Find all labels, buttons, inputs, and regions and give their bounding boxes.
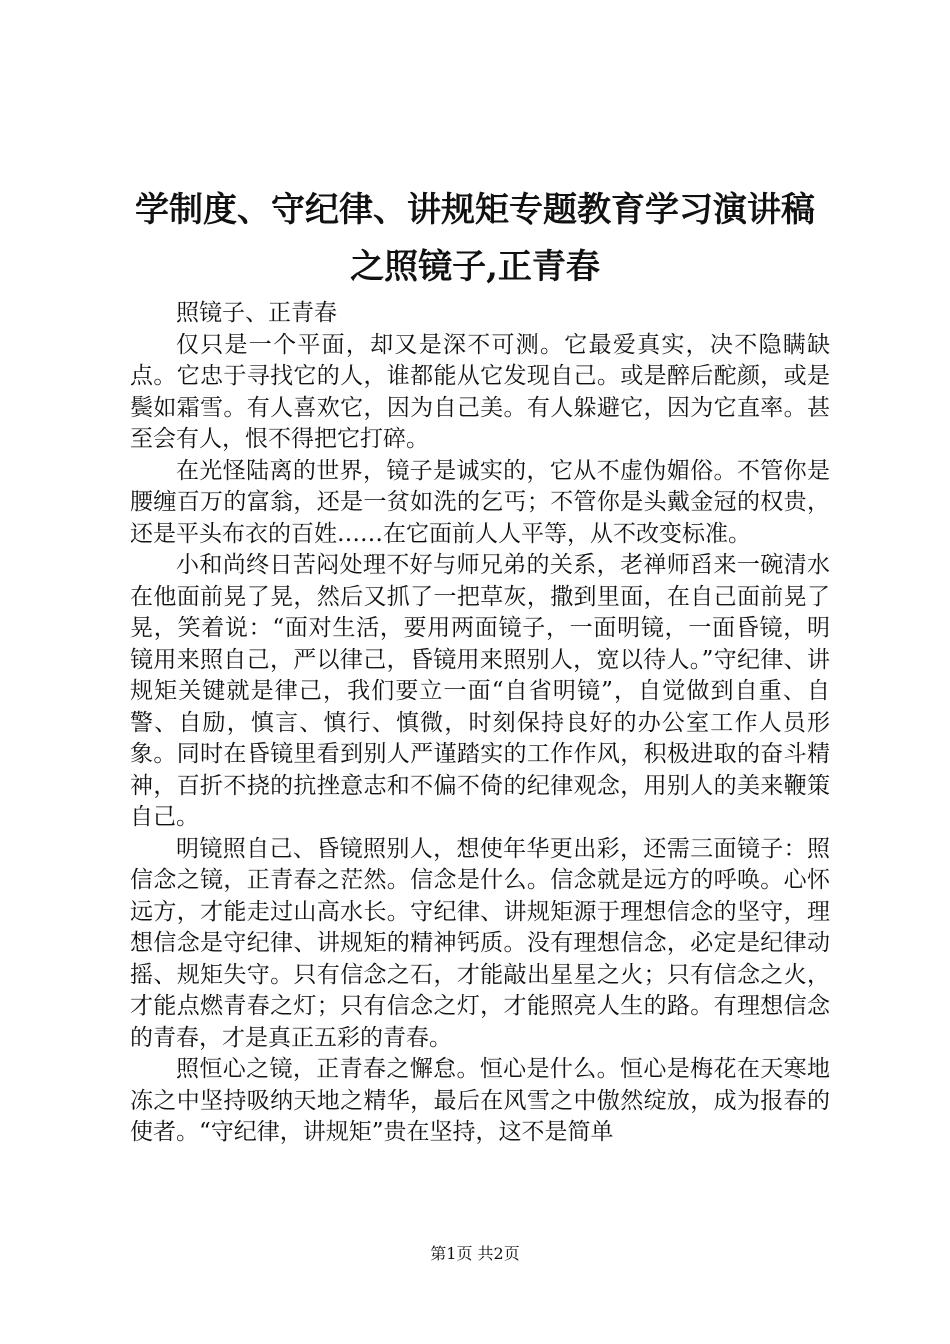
paragraph: 仅只是一个平面，却又是深不可测。它最爱真实，决不隐瞒缺点。它忠于寻找它的人，谁都能从它发现自己。或是醉后酡颜，或是鬓如霜雪。有人喜欢它，因为自己美。有人躲避它，因为它直率。甚至会有人，恨不得把它打碎。 — [130, 331, 830, 452]
paragraph: 照恒心之镜，正青春之懈怠。恒心是什么。恒心是梅花在天寒地冻之中坚持吸纳天地之精华，最后在风雪之中傲然绽放，成为报春的使者。“守纪律，讲规矩”贵在坚持，这不是简单 — [130, 1056, 830, 1145]
document-title-line-1: 学制度、守纪律、讲规矩专题教育学习演讲稿 — [135, 190, 815, 230]
paragraph: 小和尚终日苦闷处理不好与师兄弟的关系，老禅师舀来一碗清水在他面前晃了晃，然后又抓了一把草灰，撒到里面，在自己面前晃了晃，笑着说：“面对生活，要用两面镜子，一面明镜，一面昏镜，明镜用来照自己，严以律己，昏镜用来照别人，宽以待人。”守纪律、讲规矩关键就是律己，我们要立一面“自省明镜”，自觉做到自重、自警、自励，慎言、慎行、慎微，时刻保持良好的办公室工作人员形象。同时在昏镜里看到别人严谨踏实的工作作风，积极进取的奋斗精神，百折不挠的抗挫意志和不偏不倚的纪律观念，用别人的美来鞭策自己。 — [130, 552, 830, 830]
paragraph-heading: 照镜子、正青春 — [176, 300, 337, 326]
paragraph: 明镜照自己、昏镜照别人，想使年华更出彩，还需三面镜子：照信念之镜，正青春之茫然。信念是什么。信念就是远方的呼唤。心怀远方，才能走过山高水长。守纪律、讲规矩源于理想信念的坚守，理想信念是守纪律、讲规矩的精神钙质。没有理想信念，必定是纪律动摇、规矩失守。只有信念之石，才能敲出星星之火；只有信念之火，才能点燃青春之灯；只有信念之灯，才能照亮人生的路。有理想信念的青春，才是真正五彩的青春。 — [130, 835, 830, 1051]
document-title-line-2: 之照镜子,正青春 — [350, 247, 600, 287]
paragraph: 在光怪陆离的世界，镜子是诚实的，它从不虚伪媚俗。不管你是腰缠百万的富翁，还是一贫如洗的乞丐；不管你是头戴金冠的权贵，还是平头布衣的百姓……在它面前人人平等，从不改变标准。 — [130, 457, 830, 547]
page-number-footer: 第1页 共2页 — [430, 1244, 520, 1263]
document-body — [130, 298, 830, 1149]
